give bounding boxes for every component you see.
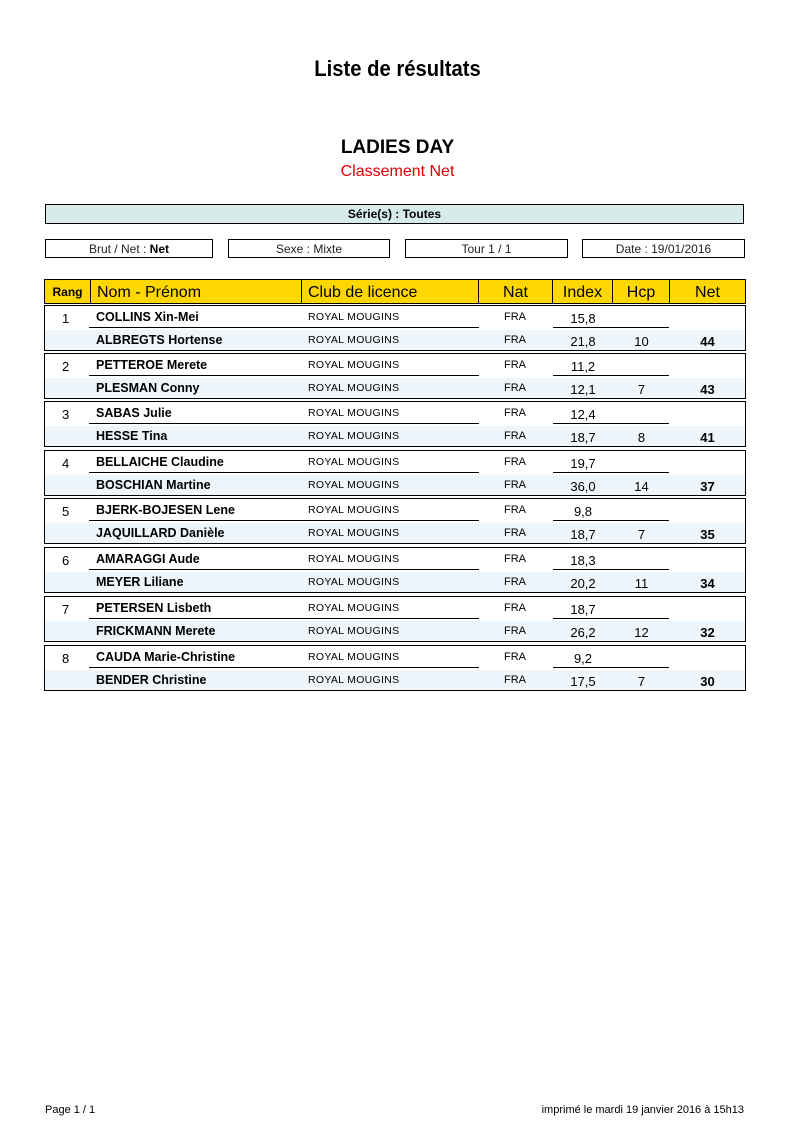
player-index: 11,2 xyxy=(570,359,596,374)
player-name: CAUDA Marie-Christine xyxy=(96,650,236,664)
rank: 4 xyxy=(62,456,70,471)
team-net-score: 32 xyxy=(700,625,715,640)
player-nat: FRA xyxy=(504,504,526,516)
team-hcp: 7 xyxy=(637,382,646,397)
player-club: ROYAL MOUGINS xyxy=(308,456,400,468)
player-index: 21,8 xyxy=(570,334,596,349)
player-club: ROYAL MOUGINS xyxy=(308,504,400,516)
result-group xyxy=(44,401,746,447)
player-club: ROYAL MOUGINS xyxy=(308,625,400,637)
player-name: ALBREGTS Hortense xyxy=(96,333,223,347)
player-index: 20,2 xyxy=(570,576,596,591)
player-index: 12,1 xyxy=(570,382,596,397)
player-club: ROYAL MOUGINS xyxy=(308,479,400,491)
player-nat: FRA xyxy=(504,382,526,394)
player-name: MEYER Liliane xyxy=(96,575,184,589)
index-divider xyxy=(553,375,669,376)
player-index: 17,5 xyxy=(570,674,596,689)
brut-net-filter xyxy=(45,239,213,258)
rank: 8 xyxy=(62,651,70,666)
rank: 1 xyxy=(62,311,70,326)
header-hcp: Hcp xyxy=(613,280,670,303)
table-header xyxy=(44,279,746,304)
player-nat: FRA xyxy=(504,334,526,346)
player-name: HESSE Tina xyxy=(96,429,168,443)
rank: 6 xyxy=(62,553,70,568)
team-net-score: 34 xyxy=(700,576,715,591)
result-group xyxy=(44,450,746,496)
header-nat: Nat xyxy=(479,280,553,303)
team-net-score: 37 xyxy=(700,479,715,494)
player-nat: FRA xyxy=(504,625,526,637)
result-group xyxy=(44,645,746,691)
row-divider xyxy=(89,667,479,668)
page-number: Page 1 / 1 xyxy=(45,1104,96,1116)
player-index: 19,7 xyxy=(570,456,596,471)
row-divider xyxy=(89,423,479,424)
index-divider xyxy=(553,618,669,619)
index-divider xyxy=(553,569,669,570)
result-group xyxy=(44,498,746,544)
player-name: BELLAICHE Claudine xyxy=(96,455,224,469)
player-nat: FRA xyxy=(504,576,526,588)
player-index: 15,8 xyxy=(570,311,596,326)
player-index: 9,2 xyxy=(573,651,593,666)
result-group xyxy=(44,353,746,399)
player-name: BOSCHIAN Martine xyxy=(96,478,211,492)
player-club: ROYAL MOUGINS xyxy=(308,527,400,539)
player-index: 18,7 xyxy=(570,527,596,542)
series-bar: Série(s) : Toutes xyxy=(45,204,744,224)
player-name: COLLINS Xin-Mei xyxy=(96,310,199,324)
team-net-score: 44 xyxy=(700,334,715,349)
rank: 3 xyxy=(62,407,70,422)
print-date: imprimé le mardi 19 janvier 2016 à 15h13 xyxy=(541,1104,744,1116)
row-divider xyxy=(89,375,479,376)
player-name: SABAS Julie xyxy=(96,406,172,420)
sexe-filter: Sexe : Mixte xyxy=(228,239,390,258)
result-group xyxy=(44,547,746,593)
event-name: LADIES DAY xyxy=(340,137,455,158)
player-club: ROYAL MOUGINS xyxy=(308,407,400,419)
player-club: ROYAL MOUGINS xyxy=(308,382,400,394)
player-name: BENDER Christine xyxy=(96,673,207,687)
index-divider xyxy=(553,667,669,668)
row-divider xyxy=(89,569,479,570)
player-club: ROYAL MOUGINS xyxy=(308,651,400,663)
row-divider xyxy=(89,618,479,619)
team-hcp: 7 xyxy=(637,674,646,689)
brut-net-label: Brut / Net : xyxy=(88,242,147,256)
player-index: 18,3 xyxy=(570,553,596,568)
player-name: PLESMAN Conny xyxy=(96,381,200,395)
rank: 2 xyxy=(62,359,70,374)
row-divider xyxy=(89,520,479,521)
result-group xyxy=(44,305,746,351)
player-index: 18,7 xyxy=(570,430,596,445)
team-hcp: 11 xyxy=(634,576,649,591)
player-club: ROYAL MOUGINS xyxy=(308,674,400,686)
player-club: ROYAL MOUGINS xyxy=(308,430,400,442)
player-index: 18,7 xyxy=(570,602,596,617)
team-net-score: 43 xyxy=(700,382,715,397)
player-club: ROYAL MOUGINS xyxy=(308,311,400,323)
player-club: ROYAL MOUGINS xyxy=(308,334,400,346)
team-hcp: 12 xyxy=(634,625,649,640)
index-divider xyxy=(553,472,669,473)
index-divider xyxy=(553,423,669,424)
player-club: ROYAL MOUGINS xyxy=(308,576,400,588)
player-index: 9,8 xyxy=(573,504,593,519)
player-name: AMARAGGI Aude xyxy=(96,552,200,566)
player-index: 26,2 xyxy=(570,625,596,640)
header-index: Index xyxy=(553,280,613,303)
player-name: PETERSEN Lisbeth xyxy=(96,601,212,615)
player-nat: FRA xyxy=(504,479,526,491)
player-index: 12,4 xyxy=(570,407,596,422)
header-rang: Rang xyxy=(45,280,91,303)
player-name: JAQUILLARD Danièle xyxy=(96,526,225,540)
player-nat: FRA xyxy=(504,674,526,686)
player-nat: FRA xyxy=(504,407,526,419)
date-filter: Date : 19/01/2016 xyxy=(582,239,745,258)
row-divider xyxy=(89,472,479,473)
team-hcp: 7 xyxy=(637,527,646,542)
player-name: PETTEROE Merete xyxy=(96,358,208,372)
rank: 5 xyxy=(62,504,70,519)
team-net-score: 35 xyxy=(700,527,715,542)
index-divider xyxy=(553,327,669,328)
header-net: Net xyxy=(695,284,720,301)
player-club: ROYAL MOUGINS xyxy=(308,602,400,614)
team-hcp: 14 xyxy=(634,479,649,494)
player-nat: FRA xyxy=(504,311,526,323)
player-name: BJERK-BOJESEN Lene xyxy=(96,503,235,517)
header-nom: Nom - Prénom xyxy=(91,280,302,303)
index-divider xyxy=(553,520,669,521)
player-nat: FRA xyxy=(504,651,526,663)
team-net-score: 30 xyxy=(700,674,715,689)
row-divider xyxy=(89,327,479,328)
brut-net-value: Net xyxy=(149,242,170,256)
player-club: ROYAL MOUGINS xyxy=(308,359,400,371)
player-name: FRICKMANN Merete xyxy=(96,624,216,638)
team-hcp: 10 xyxy=(634,334,649,349)
result-group xyxy=(44,596,746,642)
player-nat: FRA xyxy=(504,527,526,539)
player-nat: FRA xyxy=(504,456,526,468)
team-hcp: 8 xyxy=(637,430,646,445)
page-title: Liste de résultats xyxy=(314,56,481,81)
team-net-score: 41 xyxy=(700,430,715,445)
player-index: 36,0 xyxy=(570,479,596,494)
player-nat: FRA xyxy=(504,359,526,371)
player-nat: FRA xyxy=(504,553,526,565)
tour-filter: Tour 1 / 1 xyxy=(405,239,568,258)
header-club: Club de licence xyxy=(302,280,479,303)
player-nat: FRA xyxy=(504,430,526,442)
player-club: ROYAL MOUGINS xyxy=(308,553,400,565)
rank: 7 xyxy=(62,602,70,617)
ranking-type: Classement Net xyxy=(340,163,455,180)
player-nat: FRA xyxy=(504,602,526,614)
